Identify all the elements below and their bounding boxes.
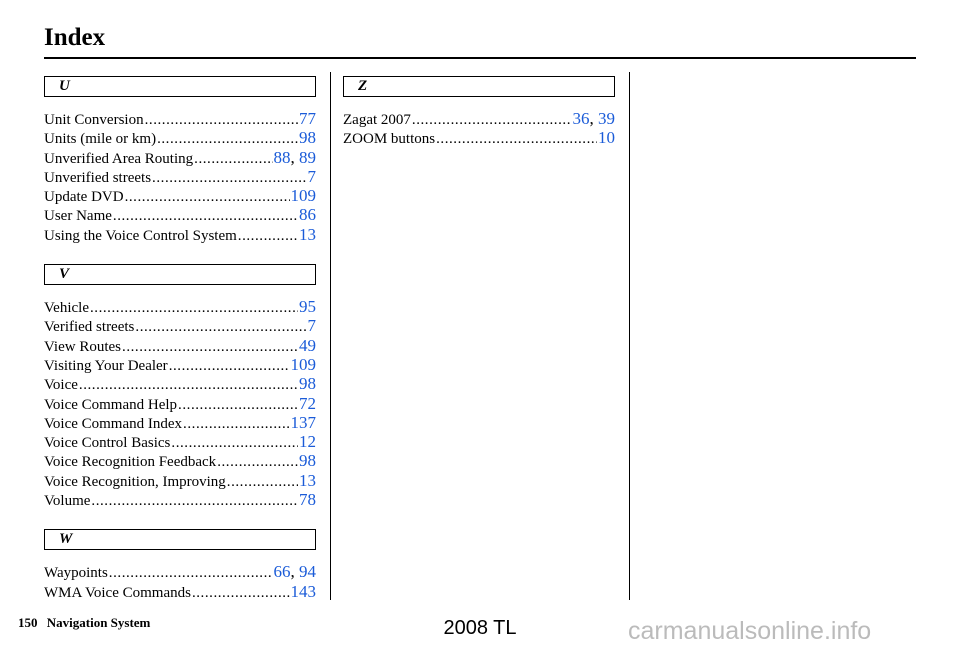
index-term: Units (mile or km) [44, 131, 157, 148]
index-entry [44, 582, 316, 601]
dot-leader [436, 131, 597, 148]
index-entry [44, 451, 316, 470]
index-entry [44, 394, 316, 413]
dot-leader [135, 319, 306, 336]
page-references [274, 562, 317, 582]
footer-section-name: Navigation System [46, 615, 151, 630]
index-entry [44, 413, 316, 432]
dot-leader [157, 131, 298, 148]
page-references [299, 490, 316, 510]
page-link[interactable]: 88 [273, 147, 291, 167]
section-letter-header: U [44, 76, 316, 97]
index-term: Voice Recognition Feedback [44, 454, 217, 471]
page-references [291, 355, 317, 375]
page-references [299, 336, 316, 356]
index-section-z [343, 76, 615, 148]
page-references [299, 394, 316, 414]
index-entry-list [44, 109, 316, 244]
dot-leader [217, 454, 298, 471]
footer-page-number: 150 [18, 615, 38, 630]
page-link[interactable]: 77 [299, 109, 316, 128]
page-link[interactable]: 13 [299, 470, 316, 490]
index-term: ZOOM buttons [343, 131, 436, 148]
dot-leader [183, 416, 289, 433]
dot-leader [169, 358, 290, 375]
section-letter-header: Z [343, 76, 615, 97]
page-references [299, 471, 316, 491]
page-separator: , [290, 147, 299, 167]
index-entry [44, 562, 316, 581]
watermark-model: 2008 TL [443, 617, 517, 639]
index-section-v [44, 264, 316, 509]
index-term: User Name [44, 208, 112, 225]
index-entry [44, 374, 316, 393]
index-entry [343, 128, 615, 147]
dot-leader [145, 112, 298, 129]
index-term: View Routes [44, 338, 122, 355]
page-link[interactable]: 143 [290, 581, 316, 601]
page-references [299, 432, 316, 452]
dot-leader [192, 585, 290, 602]
index-term: Unit Conversion [44, 112, 144, 128]
page-link[interactable]: 10 [598, 128, 615, 148]
page-separator: , [589, 109, 598, 128]
page-link[interactable]: 12 [299, 432, 316, 452]
index-entry-list [44, 562, 316, 601]
dot-leader [178, 397, 298, 414]
index-entry [343, 109, 615, 128]
index-entry [44, 336, 316, 355]
dot-leader [122, 339, 298, 356]
section-letter-header: V [44, 264, 316, 285]
index-entry-list [44, 297, 316, 509]
title-rule [44, 57, 916, 59]
page-references [299, 205, 316, 225]
index-entry [44, 355, 316, 374]
page-references [299, 374, 316, 394]
page-link[interactable]: 109 [290, 186, 316, 206]
dot-leader [238, 228, 298, 245]
page-references [308, 167, 317, 187]
dot-leader [152, 170, 306, 187]
index-term: Voice Recognition, Improving [44, 473, 226, 490]
index-term: Waypoints [44, 565, 108, 582]
page-separator: , [290, 562, 299, 582]
page-references [299, 297, 316, 317]
index-entry [44, 186, 316, 205]
page-link[interactable]: 109 [290, 354, 316, 374]
index-entry-list [343, 109, 615, 148]
dot-leader [125, 189, 290, 206]
page-references [573, 109, 616, 129]
index-term: Unverified Area Routing [44, 150, 194, 167]
page-link[interactable]: 72 [299, 393, 316, 413]
page-link[interactable]: 98 [299, 374, 316, 394]
page-references [274, 148, 317, 168]
dot-leader [227, 474, 298, 491]
page-link[interactable]: 86 [299, 205, 316, 225]
page-link[interactable]: 95 [299, 297, 316, 317]
index-term: Volume [44, 493, 91, 510]
dot-leader [113, 208, 298, 225]
column-divider-left [330, 72, 331, 600]
page-title: Index [44, 24, 106, 51]
index-term: Vehicle [44, 300, 89, 317]
index-entry [44, 148, 316, 167]
dot-leader [90, 300, 298, 317]
page-references [308, 316, 317, 336]
page-link[interactable]: 7 [307, 316, 316, 336]
index-term: Voice [44, 377, 78, 394]
page-references [291, 186, 317, 206]
index-entry [44, 316, 316, 335]
index-term: Zagat 2007 [343, 112, 411, 128]
index-entry [44, 205, 316, 224]
index-column-1 [44, 76, 316, 621]
page-references [299, 225, 316, 245]
index-term: Visiting Your Dealer [44, 357, 168, 374]
index-section-w [44, 529, 316, 601]
index-entry [44, 225, 316, 244]
index-entry [44, 490, 316, 509]
page-link[interactable]: 137 [290, 412, 316, 432]
page-link[interactable]: 7 [307, 166, 316, 186]
page-link[interactable]: 98 [299, 451, 316, 471]
index-term: Unverified streets [44, 169, 152, 186]
index-term: Verified streets [44, 319, 135, 336]
index-term: Voice Command Help [44, 396, 178, 413]
column-divider-right [629, 72, 630, 600]
section-letter-header: W [44, 529, 316, 550]
index-entry [44, 432, 316, 451]
page-link[interactable]: 94 [299, 562, 316, 582]
index-entry [44, 471, 316, 490]
dot-leader [91, 493, 298, 510]
index-term: Update DVD [44, 189, 124, 206]
page-references [291, 582, 317, 602]
page-link[interactable]: 78 [299, 490, 316, 510]
page-link[interactable]: 66 [273, 562, 291, 582]
page-link[interactable]: 39 [598, 109, 615, 128]
page-link[interactable]: 13 [299, 224, 316, 244]
index-entry [44, 297, 316, 316]
dot-leader [171, 435, 298, 452]
watermark [0, 617, 960, 645]
dot-leader [79, 377, 298, 394]
dot-leader [194, 151, 272, 168]
index-entry [44, 109, 316, 128]
page-references [598, 128, 615, 148]
page-link[interactable]: 98 [299, 128, 316, 148]
page-link[interactable]: 36 [572, 109, 590, 128]
index-term: Voice Control Basics [44, 435, 171, 452]
dot-leader [109, 565, 273, 582]
page-references [299, 109, 316, 129]
index-column-2 [343, 76, 615, 168]
page-link[interactable]: 49 [299, 335, 316, 355]
watermark-site: carmanualsonline.info [628, 617, 872, 645]
index-term: Voice Command Index [44, 415, 183, 432]
page-references [299, 128, 316, 148]
index-entry [44, 167, 316, 186]
index-entry [44, 128, 316, 147]
dot-leader [412, 112, 572, 129]
page-link[interactable]: 89 [299, 147, 316, 167]
page-references [299, 451, 316, 471]
index-term: WMA Voice Commands [44, 584, 191, 601]
page-references [291, 413, 317, 433]
index-term: Using the Voice Control System [44, 227, 237, 244]
index-section-u [44, 76, 316, 244]
